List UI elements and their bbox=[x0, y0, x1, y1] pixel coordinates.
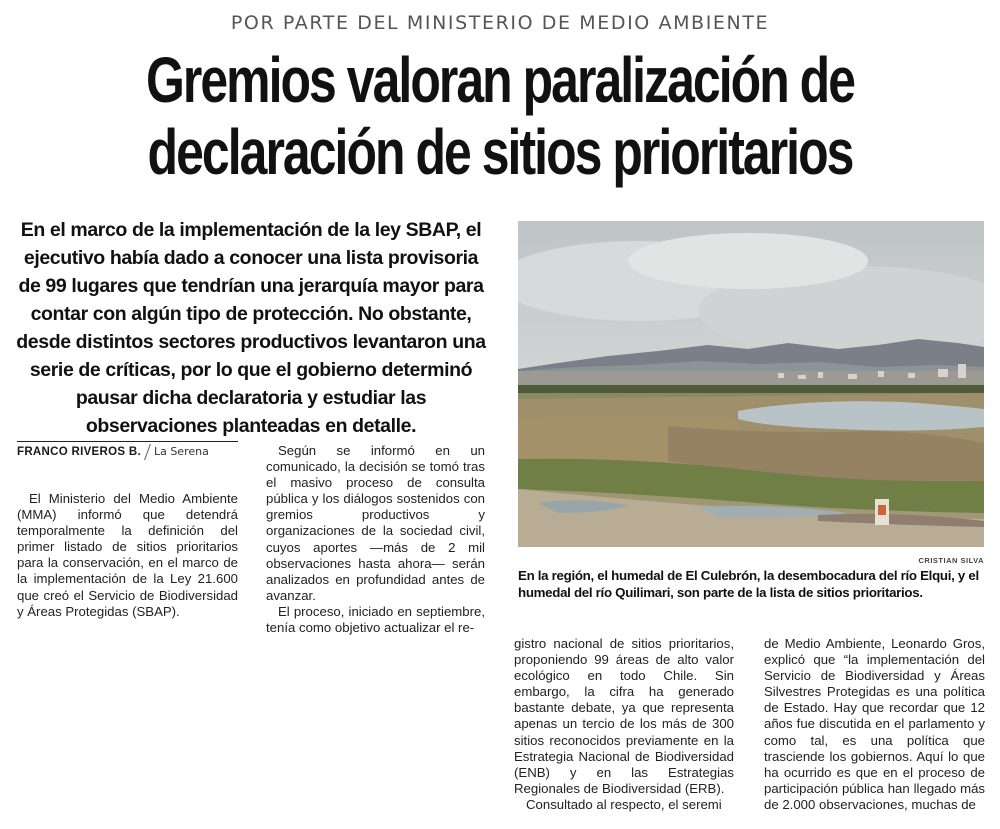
body-paragraph: gistro nacional de sitios prioritarios, proponiendo 99 áreas de alto valor ecológico en todo Chile. Sin embargo, la cifra ha generado bastante debate, ya que representa apenas un tercio de los más de 300 sitios reconocidos previamente en la Estrategia Nacional de Biodiversidad (ENB) y en las Estrategias Regionales de Biodiversidad (ERB). bbox=[514, 636, 734, 796]
byline bbox=[17, 441, 238, 464]
body-column-4 bbox=[764, 636, 985, 813]
headline-line-2: declaración de sitios prioritarios bbox=[147, 116, 853, 188]
body-paragraph: de Medio Ambiente, Leonardo Gros, explicó que “la implementación del Servicio de Biodiversidad y Áreas Silvestres Protegidas es una política de Estado. Hay que recordar que 12 años fue discutida en el parlamento y como tal, es una política que trasciende los gobiernos. Aquí lo que ha ocurrido es que en el proceso de participación pública han llegado más de 2.000 observaciones, muchas de bbox=[764, 636, 985, 812]
article-headline bbox=[0, 44, 1000, 188]
body-column-1 bbox=[17, 491, 238, 620]
body-paragraph: Según se informó en un comunicado, la decisión se tomó tras el masivo proceso de consulta pública y los diálogos sostenidos con gremios productivos y organizaciones de la sociedad civil, cuyos aportes —más de 2 mil observaciones hasta ahora— serán analizados en profundidad antes de avanzar. bbox=[266, 443, 485, 603]
body-paragraph: El proceso, iniciado en septiembre, tenía como objetivo actualizar el re- bbox=[266, 603, 485, 636]
body-column-2 bbox=[266, 443, 485, 636]
wetland-photo bbox=[518, 221, 984, 547]
headline-line-1: Gremios valoran paralización de bbox=[145, 44, 855, 116]
body-paragraph: El Ministerio del Medio Ambiente (MMA) informó que detendrá temporalmente la definición del primer listado de sitios prioritarios para la conservación, en el marco de la implementación de la Ley 21.600 que creó el Servicio de Biodiversidad y Áreas Protegidas (SBAP). bbox=[17, 491, 238, 619]
article-lead: En el marco de la implementación de la ley SBAP, el ejecutivo había dado a conocer una lista provisoria de 99 lugares que tendrían una jerarquía mayor para contar con algún tipo de protección. No obstante, desde distintos sectores productivos levantaron una serie de críticas, por lo que el gobierno determinó pausar dicha declaratoria y estudiar las observaciones planteadas en detalle. bbox=[16, 219, 486, 437]
body-paragraph: Consultado al respecto, el seremi bbox=[526, 796, 722, 812]
photo-credit: CRISTIAN SILVA bbox=[918, 556, 984, 565]
photo-caption: En la región, el humedal de El Culebrón, la desembocadura del río Elqui, y el humedal del río Quilimari, son parte de la lista de sitios prioritarios. bbox=[518, 568, 979, 600]
byline-author: FRANCO RIVEROS B. bbox=[17, 445, 141, 458]
body-column-3 bbox=[514, 636, 734, 813]
byline-city: La Serena bbox=[153, 444, 209, 458]
article-kicker: POR PARTE DEL MINISTERIO DE MEDIO AMBIENTE bbox=[230, 12, 770, 34]
byline-divider bbox=[144, 444, 151, 460]
